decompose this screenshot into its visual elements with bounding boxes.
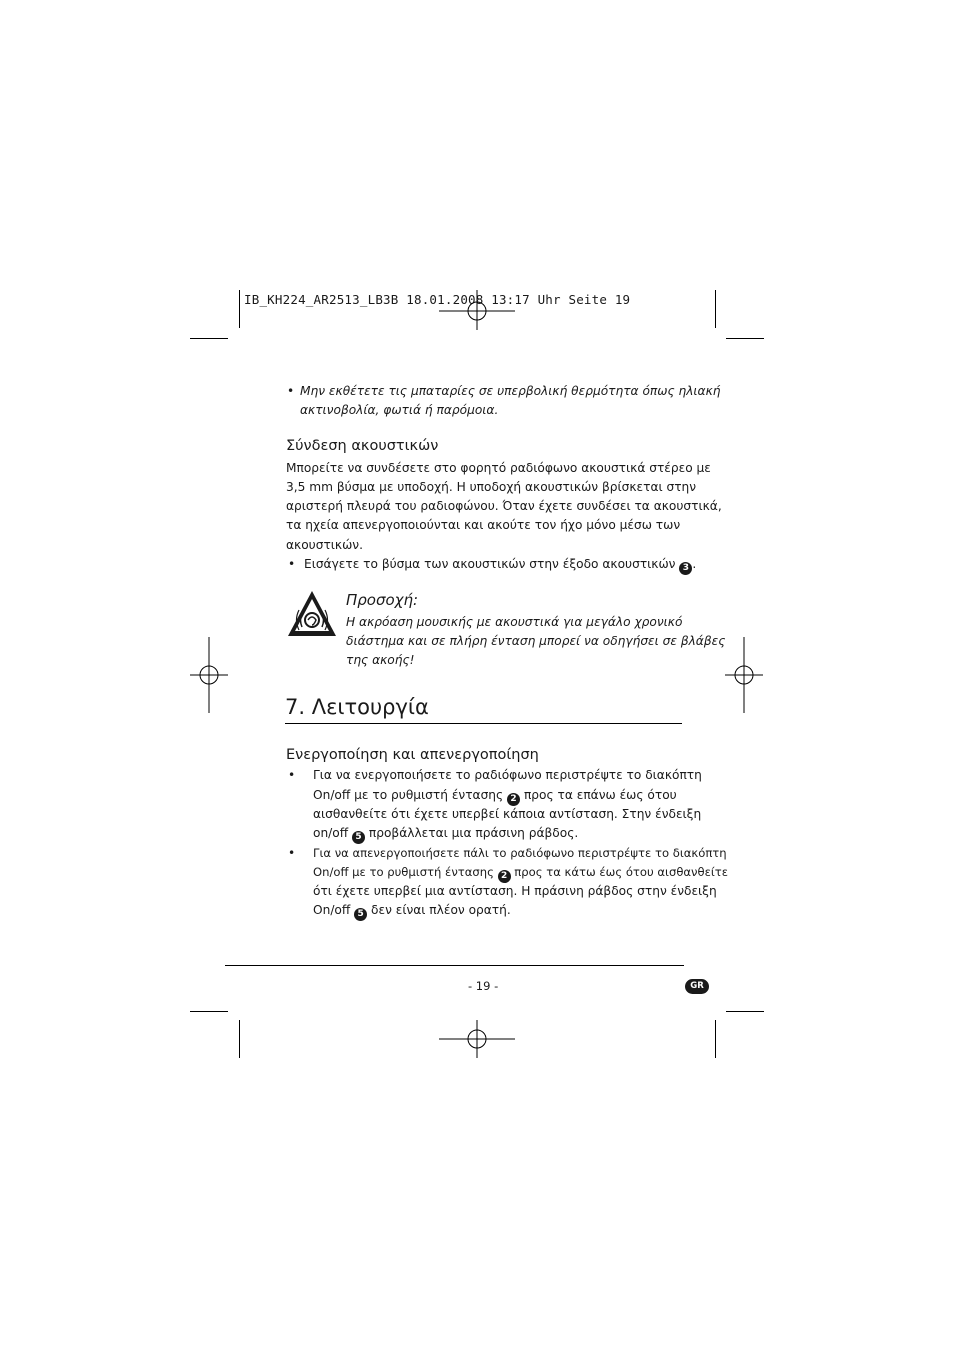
ref-number-5: 5 — [354, 908, 367, 921]
onoff-bullet-dot: • — [288, 768, 296, 782]
hearing-warning-icon — [286, 589, 338, 639]
power-on-line: αισθανθείτε ότι έχετε υπερβεί κάποια αντίσταση. Στην ένδειξη — [313, 807, 702, 821]
battery-warning-line1: Μην εκθέτετε τις μπαταρίες σε υπερβολική θερμότητα όπως ηλιακή — [300, 384, 721, 398]
power-off-text: On/off με το ρυθμιστή έντασης — [313, 865, 494, 879]
power-off-text: On/off — [313, 903, 351, 917]
headphones-bullet-end: . — [692, 557, 697, 571]
ref-number-3: 3 — [679, 562, 692, 575]
headphones-para-line: 3,5 mm βύσμα με υποδοχή. Η υποδοχή ακουστικών βρίσκεται στην — [286, 480, 697, 494]
power-on-line — [313, 824, 578, 844]
headphones-bullet — [304, 555, 696, 575]
power-on-text: On/off με το ρυθμιστή έντασης — [313, 788, 504, 802]
battery-bullet-dot: • — [287, 384, 295, 398]
power-on-text: προβάλλεται μια πράσινη ράβδος. — [368, 826, 579, 840]
caution-line: διάστημα και σε πλήρη ένταση μπορεί να οδηγήσει σε βλάβες — [346, 634, 726, 648]
power-off-line: Για να απενεργοποιήσετε πάλι το ραδιόφωνο περιστρέψτε το διακόπτη — [313, 846, 727, 860]
headphones-bullet-dot: • — [288, 557, 296, 571]
battery-warning-line2: ακτινοβολία, φωτιά ή παρόμοια. — [300, 403, 499, 417]
headphones-para-line: ακουστικών. — [286, 538, 363, 552]
ref-number-5: 5 — [352, 831, 365, 844]
section-heading: 7. Λειτουργία — [285, 695, 429, 719]
headphones-para-line: τα ηχεία απενεργοποιούνται και ακούτε τον ήχο μόνο μέσω των — [286, 518, 681, 532]
language-badge: GR — [685, 979, 709, 994]
page-number: - 19 - — [468, 979, 499, 993]
power-off-text: δεν είναι πλέον ορατή. — [371, 903, 511, 917]
headphones-heading: Σύνδεση ακουστικών — [286, 438, 439, 454]
power-on-line: Για να ενεργοποιήσετε το ραδιόφωνο περιστρέψτε το διακόπτη — [313, 768, 702, 782]
power-off-line — [313, 901, 511, 921]
section-rule — [285, 723, 682, 724]
headphones-bullet-text: Εισάγετε το βύσμα των ακουστικών στην έξοδο ακουστικών — [304, 557, 676, 571]
ref-number-2: 2 — [507, 793, 520, 806]
power-off-text: προς τα κάτω έως ότου αισθανθείτε — [514, 865, 729, 879]
headphones-para-line: αριστερή πλευρά του ραδιοφώνου. Όταν έχετε συνδέσει τα ακουστικά, — [286, 499, 722, 513]
caution-heading: Προσοχή: — [346, 591, 419, 609]
print-slug: IB_KH224_AR2513_LB3B 18.01.2008 13:17 Uhr Seite 19 — [244, 292, 631, 307]
ref-number-2: 2 — [498, 870, 511, 883]
headphones-para-line: Μπορείτε να συνδέσετε στο φορητό ραδιόφωνο ακουστικά στέρεο με — [286, 461, 711, 475]
onoff-bullet-dot: • — [288, 846, 296, 860]
onoff-heading: Ενεργοποίηση και απενεργοποίηση — [286, 747, 539, 763]
power-on-text: on/off — [313, 826, 349, 840]
power-on-line — [313, 786, 677, 806]
power-off-line — [313, 863, 728, 883]
power-on-text: προς τα επάνω έως ότου — [523, 788, 677, 802]
power-off-line: ότι έχετε υπερβεί μια αντίσταση. Η πράσινη ράβδος στην ένδειξη — [313, 884, 717, 898]
caution-line: Η ακρόαση μουσικής με ακουστικά για μεγάλο χρονικό — [346, 615, 683, 629]
caution-line: της ακοής! — [346, 653, 415, 667]
